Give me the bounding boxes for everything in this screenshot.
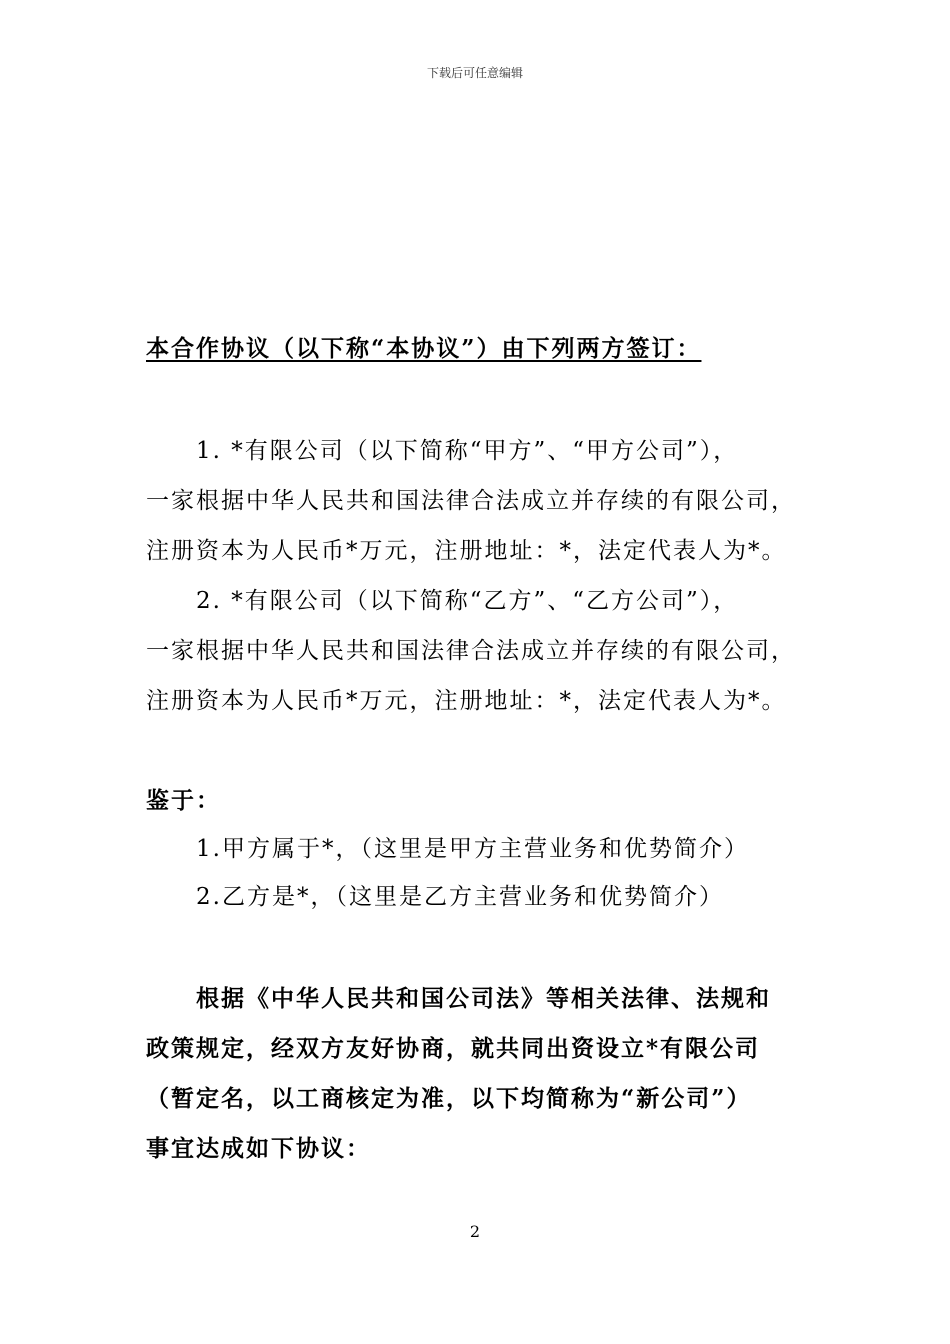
agreement-heading: 本合作协议（以下称“本协议”）由下列两方签订： <box>146 335 702 362</box>
page-number: 2 <box>469 1222 481 1241</box>
whereas-title: 鉴于： <box>146 787 221 814</box>
party2-line-2: 一家根据中华人民共和国法律合法成立并存续的有限公司， <box>146 638 796 664</box>
whereas-item-2: 2.乙方是*，（这里是乙方主营业务和优势简介） <box>196 884 724 910</box>
page-header: 下载后可任意编辑 <box>426 66 523 80</box>
party1-line-2: 一家根据中华人民共和国法律合法成立并存续的有限公司， <box>146 488 796 514</box>
party1-line-1: 1. *有限公司（以下简称“甲方”、“甲方公司”）， <box>196 438 739 464</box>
party1-line-3: 注册资本为人民币*万元，注册地址：*，法定代表人为*。 <box>146 538 787 564</box>
agreement-line-3: （暂定名，以工商核定为准，以下均简称为“新公司”） <box>146 1085 752 1112</box>
agreement-line-2: 政策规定，经双方友好协商，就共同出资设立*有限公司 <box>146 1035 761 1062</box>
agreement-line-1: 根据《中华人民共和国公司法》等相关法律、法规和 <box>196 985 771 1012</box>
party2-line-1: 2. *有限公司（以下简称“乙方”、“乙方公司”）， <box>196 588 739 614</box>
party2-line-3: 注册资本为人民币*万元，注册地址：*，法定代表人为*。 <box>146 688 787 714</box>
agreement-line-4: 事宜达成如下协议： <box>146 1135 371 1162</box>
whereas-item-1: 1.甲方属于*，（这里是甲方主营业务和优势简介） <box>196 836 749 862</box>
